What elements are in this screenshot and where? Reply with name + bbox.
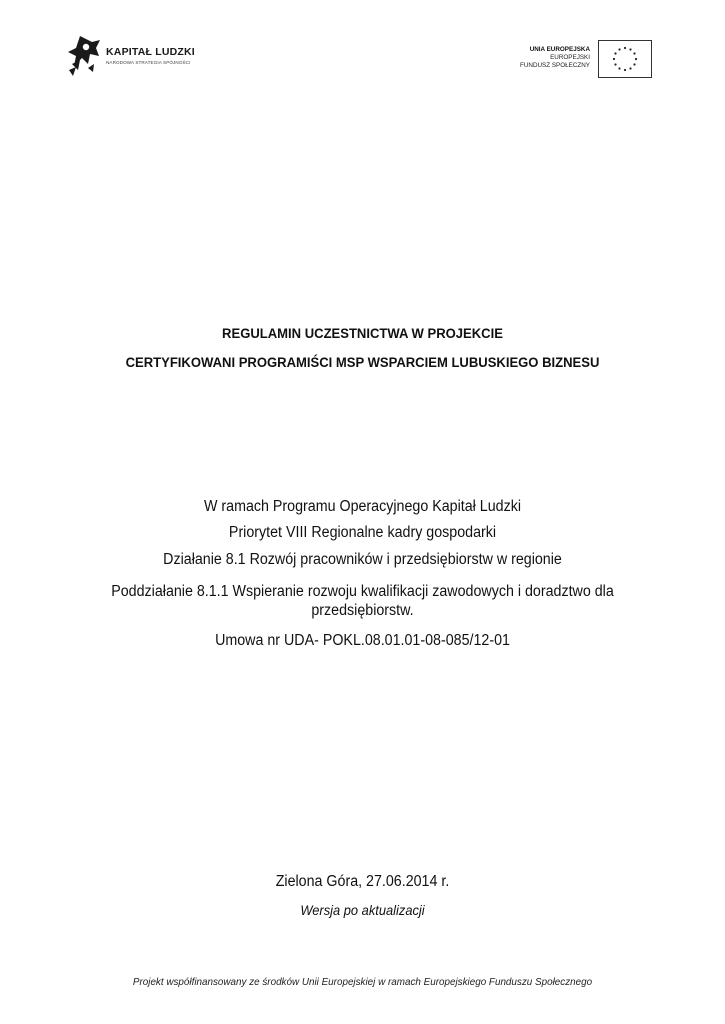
- priority-line: Priorytet VIII Regionalne kadry gospodarki: [228, 524, 497, 541]
- eu-flag-icon: [598, 40, 652, 78]
- kapital-ludzki-name: KAPITAŁ LUDZKI: [106, 46, 195, 58]
- subaction-line: Poddziałanie 8.1.1 Wspieranie rozwoju kwalifikacji zawodowych i doradztwo dla przedsiębiorstw.: [111, 583, 614, 619]
- document-title-line2: CERTYFIKOWANI PROGRAMIŚCI MSP WSPARCIEM LUBUSKIEGO BIZNESU: [125, 355, 600, 371]
- eu-logo: [500, 40, 652, 82]
- place-date: Zielona Góra, 27.06.2014 r.: [275, 873, 450, 890]
- kapital-ludzki-logo: [66, 34, 216, 78]
- eu-logo-line3: FUNDUSZ SPOŁECZNY: [520, 62, 590, 69]
- program-line: W ramach Programu Operacyjnego Kapitał Ludzki: [203, 498, 522, 515]
- eu-logo-text: [520, 46, 590, 70]
- kapital-ludzki-subtitle: NARODOWA STRATEGIA SPÓJNOŚCI: [106, 60, 191, 65]
- action-line: Działanie 8.1 Rozwój pracowników i przedsiębiorstw w regionie: [163, 551, 562, 568]
- version-note: Wersja po aktualizacji: [300, 902, 425, 918]
- eu-logo-line1: UNIA EUROPEJSKA: [529, 46, 590, 53]
- eu-logo-line2: EUROPEJSKI: [550, 54, 590, 61]
- document-title-line1: REGULAMIN UCZESTNICTWA W PROJEKCIE: [222, 326, 503, 342]
- footer-note: Projekt współfinansowany ze środków Unii Europejskiej w ramach Europejskiego Funduszu Społecznego: [132, 976, 593, 988]
- kapital-ludzki-logo-icon: [66, 34, 102, 78]
- contract-line: Umowa nr UDA- POKL.08.01.01-08-085/12-01: [215, 632, 510, 649]
